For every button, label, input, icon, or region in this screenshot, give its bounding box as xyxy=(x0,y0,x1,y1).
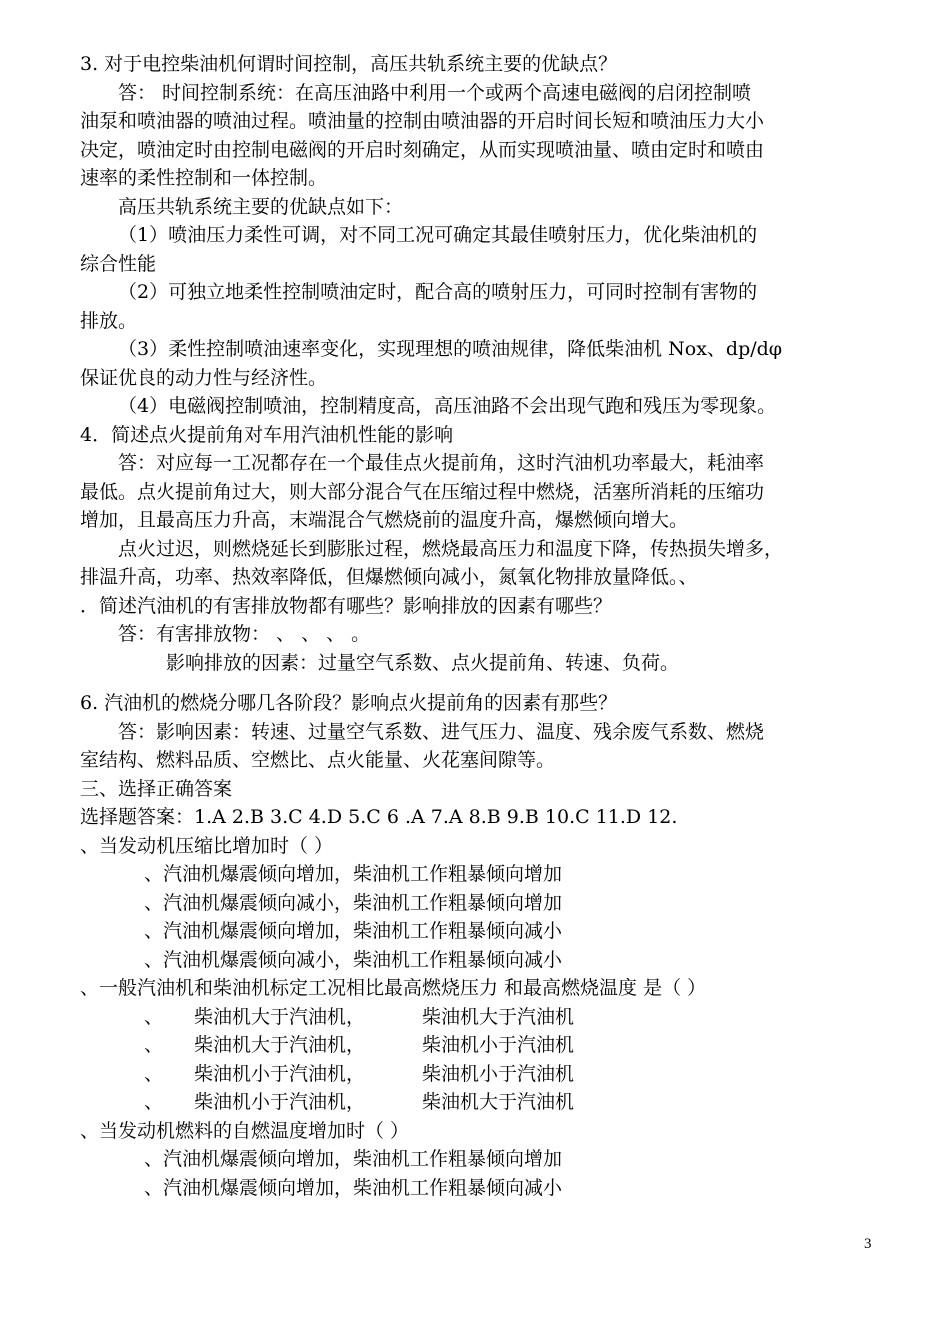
option-pressure: 柴油机小于汽油机， xyxy=(194,1062,366,1085)
spacer xyxy=(80,677,880,689)
option-temperature: 柴油机大于汽油机 xyxy=(422,1091,575,1113)
answer-3-subheading: 高压共轨系统主要的优缺点如下： xyxy=(118,195,404,218)
mc-option xyxy=(80,1088,880,1117)
answer-3-point-1: （1）喷油压力柔性可调，对不同工况可确定其最佳喷射压力，优化柴油机的 xyxy=(118,224,758,246)
option-mark: 、 xyxy=(144,1091,164,1113)
mc-option xyxy=(80,1003,880,1032)
answer-3-point-4: （4）电磁阀控制喷油，控制精度高，高压油路不会出现气跑和残压为零现象。 xyxy=(118,395,777,417)
mc-option: 、汽油机爆震倾向增加，柴油机工作粗暴倾向增加 xyxy=(144,1148,563,1170)
question-3-heading: 3. 对于电控柴油机何谓时间控制，高压共轨系统主要的优缺点？ xyxy=(80,53,618,75)
mc-option: 、汽油机爆震倾向减小，柴油机工作粗暴倾向增加 xyxy=(144,891,563,914)
mc-option xyxy=(80,1031,880,1060)
question-6-heading: 6. 汽油机的燃烧分哪几各阶段？影响点火提前角的因素有那些？ xyxy=(80,692,618,714)
answer-3-line: 答： 时间控制系统：在高压油路中利用一个或两个高速电磁阀的启闭控制喷 xyxy=(118,81,752,104)
answer-3-point-2: （2）可独立地柔性控制喷油定时，配合高的喷射压力，可同时控制有害物的 xyxy=(118,281,758,303)
answer-6-line: 室结构、燃料品质、空燃比、点火能量、火花塞间隙等。 xyxy=(80,749,556,771)
answer-4-line: 增加，且最高压力升高，末端混合气燃烧前的温度升高，爆燃倾向增大。 xyxy=(80,509,689,531)
answer-3-point-3: （3）柔性控制喷油速率变化，实现理想的喷油规律，降低柴油机 Nox、dp/dφ xyxy=(118,338,783,360)
document-body xyxy=(80,50,880,1202)
answer-3-point-3-cont: 保证优良的动力性与经济性。 xyxy=(80,366,328,389)
option-mark: 、 xyxy=(144,1062,164,1085)
answer-key: 选择题答案：1.A 2.B 3.C 4.D 5.C 6 .A 7.A 8.B 9.B 10.C 11.D 12. xyxy=(80,806,678,828)
answer-5-line: 答：有害排放物： 、 、 、 。 xyxy=(118,623,371,645)
option-temperature: 柴油机小于汽油机 xyxy=(422,1062,575,1085)
mc-question-1: 、当发动机压缩比增加时（ ） xyxy=(80,834,334,857)
mc-question-2: 、一般汽油机和柴油机标定工况相比最高燃烧压力 和最高燃烧温度 是（ ） xyxy=(80,977,707,999)
option-pressure: 柴油机大于汽油机， xyxy=(194,1005,366,1028)
question-4-heading: 4．简述点火提前角对车用汽油机性能的影响 xyxy=(80,423,454,446)
answer-5-line: 影响排放的因素：过量空气系数、点火提前角、转速、负荷。 xyxy=(166,651,680,674)
mc-option: 、汽油机爆震倾向增加，柴油机工作粗暴倾向增加 xyxy=(144,863,563,885)
answer-4-line: 答：对应每一工况都存在一个最佳点火提前角，这时汽油机功率最大，耗油率 xyxy=(118,452,765,474)
answer-4-line: 排温升高，功率、热效率降低，但爆燃倾向减小，氮氧化物排放量降低。、 xyxy=(80,566,698,588)
mc-option xyxy=(80,1060,880,1089)
section-heading: 三、选择正确答案 xyxy=(80,777,233,800)
answer-3-point-1-cont: 综合性能 xyxy=(80,252,157,275)
option-pressure: 柴油机小于汽油机， xyxy=(194,1091,366,1113)
mc-option: 、汽油机爆震倾向增加，柴油机工作粗暴倾向减小 xyxy=(144,920,563,942)
answer-4-line: 点火过迟，则燃烧延长到膨胀过程，燃烧最高压力和温度下降，传热损失增多， xyxy=(118,537,784,560)
question-5-heading: ．简述汽油机的有害排放物都有哪些？影响排放的因素有哪些？ xyxy=(80,594,613,617)
answer-3-line: 油泵和喷油器的喷油过程。喷油量的控制由喷油器的开启时间长短和喷油压力大小 xyxy=(80,110,765,132)
mc-option: 、汽油机爆震倾向减小，柴油机工作粗暴倾向减小 xyxy=(144,948,563,971)
answer-3-point-2-cont: 排放。 xyxy=(80,309,138,332)
option-pressure: 柴油机大于汽油机， xyxy=(194,1034,366,1056)
page-number: 3 xyxy=(864,1236,872,1252)
option-temperature: 柴油机小于汽油机 xyxy=(422,1034,575,1056)
answer-3-line: 决定，喷油定时由控制电磁阀的开启时刻确定，从而实现喷油量、喷由定时和喷由 xyxy=(80,138,765,161)
option-mark: 、 xyxy=(144,1034,164,1056)
answer-3-line: 速率的柔性控制和一体控制。 xyxy=(80,167,328,189)
answer-4-line: 最低。点火提前角过大，则大部分混合气在压缩过程中燃烧，活塞所消耗的压缩功 xyxy=(80,480,765,503)
mc-question-3: 、当发动机燃料的自燃温度增加时（ ） xyxy=(80,1119,410,1142)
option-temperature: 柴油机大于汽油机 xyxy=(422,1005,575,1028)
mc-option: 、汽油机爆震倾向增加，柴油机工作粗暴倾向减小 xyxy=(144,1176,563,1199)
option-mark: 、 xyxy=(144,1005,164,1028)
answer-6-line: 答：影响因素：转速、过量空气系数、进气压力、温度、残余废气系数、燃烧 xyxy=(118,720,765,743)
